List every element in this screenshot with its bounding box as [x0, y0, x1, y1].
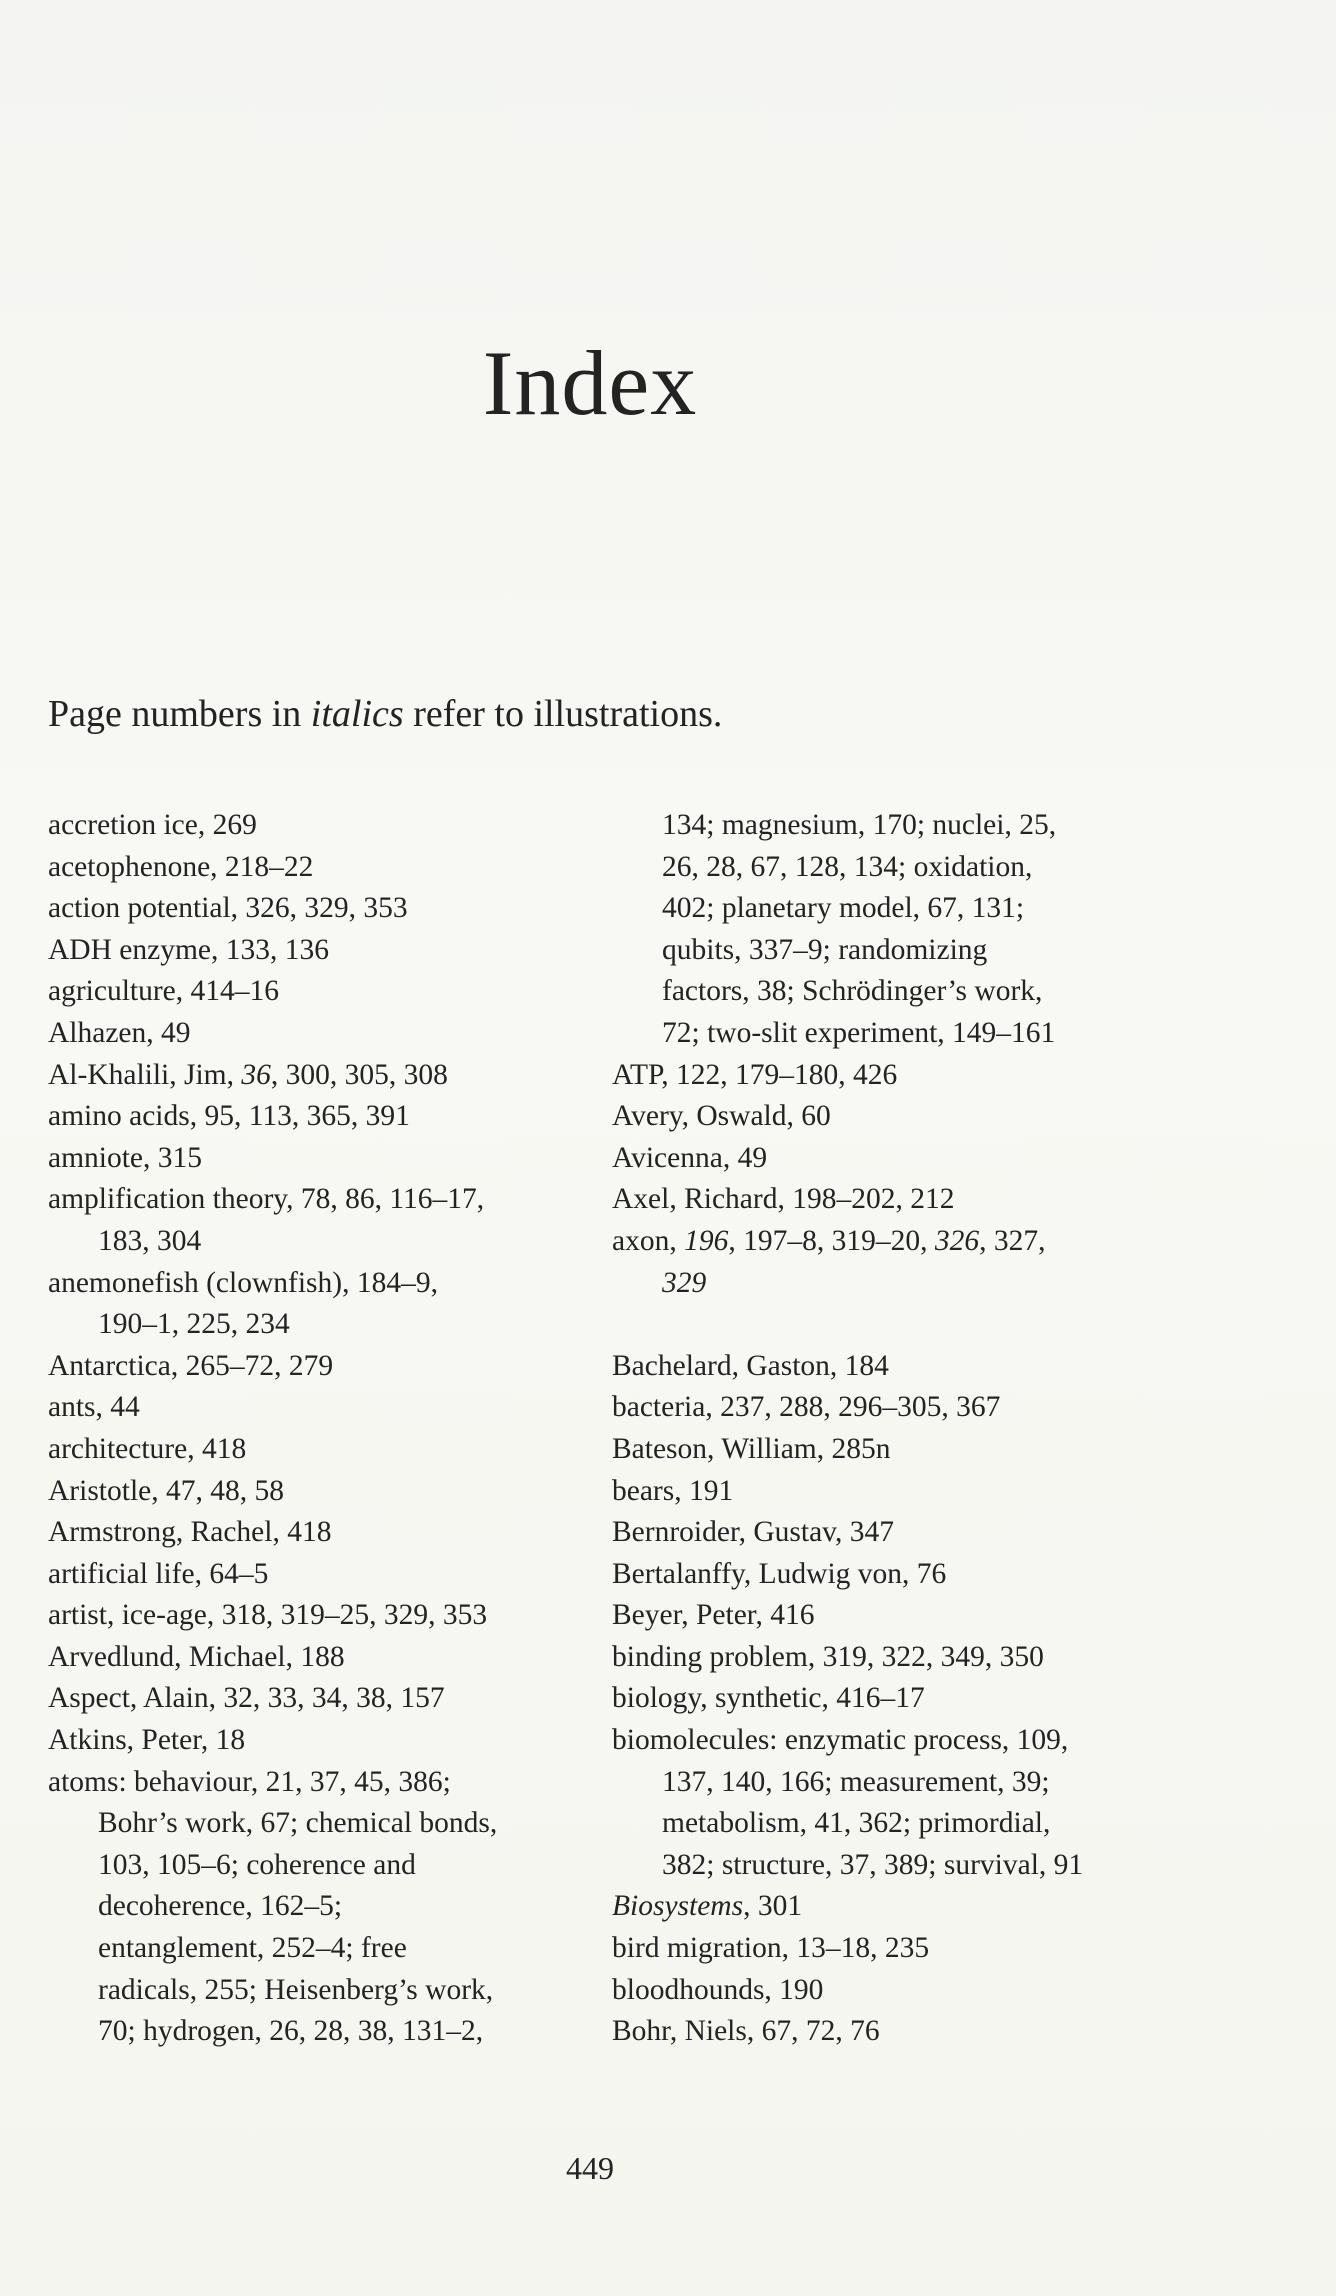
index-entry-line [48, 1803, 608, 1845]
index-entry-line [612, 1138, 1232, 1180]
index-entry-line [612, 1013, 1232, 1055]
entry-text: 137, 140, 166; measurement, 39; [662, 1765, 1050, 1798]
index-entry-line [48, 971, 608, 1013]
index-entry-line [612, 1595, 1232, 1637]
index-entry-line [612, 1886, 1232, 1928]
entry-text: agriculture, 414–16 [48, 975, 280, 1008]
entry-text: Aristotle, 47, 48, 58 [48, 1474, 284, 1507]
index-entry-line [48, 888, 608, 930]
entry-text: Bertalanffy, Ludwig von, 76 [612, 1557, 947, 1590]
entry-text: architecture, 418 [48, 1432, 247, 1465]
entry-text: Bernroider, Gustav, 347 [612, 1516, 895, 1549]
entry-text: amino acids, 95, 113, 365, 391 [48, 1100, 410, 1133]
italics-note [48, 692, 722, 736]
entry-text: anemonefish (clownfish), 184–9, [48, 1266, 438, 1299]
italic-page-ref: Biosystems [612, 1890, 744, 1923]
entry-text: Bohr’s work, 67; chemical bonds, [98, 1807, 498, 1840]
entry-text: Avicenna, 49 [612, 1141, 768, 1174]
index-entry-line [48, 1221, 608, 1263]
index-entry-line [48, 805, 608, 847]
entry-text: , 327, [979, 1224, 1046, 1257]
entry-text: binding problem, 319, 322, 349, 350 [612, 1640, 1044, 1673]
index-entry-line [48, 1886, 608, 1928]
index-entry-line [612, 1845, 1232, 1887]
index-entry-line [612, 1346, 1232, 1388]
entry-text: 72; two-slit experiment, 149–161 [662, 1016, 1056, 1049]
entry-text: Bohr, Niels, 67, 72, 76 [612, 2015, 880, 2048]
index-entry-line [612, 1554, 1232, 1596]
index-entry-line [612, 1387, 1232, 1429]
index-entry-line [612, 2011, 1232, 2053]
index-entry-line [612, 1928, 1232, 1970]
note-italic: italics [310, 693, 404, 735]
entry-text: 402; planetary model, 67, 131; [662, 892, 1025, 925]
index-entry-line [612, 971, 1232, 1013]
index-entry-line [48, 1554, 608, 1596]
index-entry-line [612, 888, 1232, 930]
entry-text: axon, [612, 1224, 685, 1257]
italic-page-ref: 326 [934, 1224, 980, 1257]
index-entry-line [48, 1055, 608, 1097]
entry-text: bacteria, 237, 288, 296–305, 367 [612, 1391, 1001, 1424]
index-entry-line [612, 847, 1232, 889]
entry-text: Beyer, Peter, 416 [612, 1599, 815, 1632]
index-entry-line [612, 1637, 1232, 1679]
entry-text: Armstrong, Rachel, 418 [48, 1516, 332, 1549]
italic-page-ref: 329 [662, 1266, 707, 1299]
index-entry-line [612, 1471, 1232, 1513]
index-entry-line [48, 1512, 608, 1554]
index-entry-line [612, 1720, 1232, 1762]
entry-text: entanglement, 252–4; free [98, 1932, 407, 1965]
index-entry-line [48, 1845, 608, 1887]
index-entry-line [48, 1637, 608, 1679]
page-number: 449 [566, 2150, 614, 2186]
index-entry-line [612, 1055, 1232, 1097]
entry-text: bears, 191 [612, 1474, 734, 1507]
entry-text: Antarctica, 265–72, 279 [48, 1349, 334, 1382]
entry-text: 183, 304 [98, 1224, 202, 1257]
entry-text: amplification theory, 78, 86, 116–17, [48, 1183, 485, 1216]
entry-text: ants, 44 [48, 1391, 140, 1424]
index-entry-line [48, 847, 608, 889]
entry-text: acetophenone, 218–22 [48, 850, 314, 883]
entry-text: 26, 28, 67, 128, 134; oxidation, [662, 850, 1033, 883]
entry-text: action potential, 326, 329, 353 [48, 892, 408, 925]
index-entry-line [48, 1429, 608, 1471]
index-entry-line [48, 1304, 608, 1346]
index-entry-line [48, 1263, 608, 1305]
index-entry-line [612, 805, 1232, 847]
index-entry-line [612, 1263, 1232, 1305]
entry-text: ATP, 122, 179–180, 426 [612, 1058, 898, 1091]
entry-text: 382; structure, 37, 389; survival, 91 [662, 1848, 1084, 1881]
index-entry-line [48, 1928, 608, 1970]
entry-text: Al-Khalili, Jim, [48, 1058, 242, 1091]
entry-text: Arvedlund, Michael, 188 [48, 1640, 345, 1673]
index-entry-line [48, 930, 608, 972]
entry-text: factors, 38; Schrödinger’s work, [662, 975, 1043, 1008]
entry-text: 190–1, 225, 234 [98, 1308, 290, 1341]
index-entry-line [48, 1096, 608, 1138]
index-entry-line [612, 1762, 1232, 1804]
entry-text: amniote, 315 [48, 1141, 203, 1174]
italic-page-ref: 196 [684, 1224, 729, 1257]
italic-page-ref: 36 [241, 1058, 271, 1091]
entry-text: 103, 105–6; coherence and [98, 1848, 416, 1881]
entry-text: bird migration, 13–18, 235 [612, 1932, 930, 1965]
entry-text: Alhazen, 49 [48, 1016, 191, 1049]
page-title: Index [482, 332, 698, 434]
entry-text: , 300, 305, 308 [270, 1058, 448, 1091]
entry-text: radicals, 255; Heisenberg’s work, [98, 1973, 494, 2006]
entry-text: Atkins, Peter, 18 [48, 1724, 246, 1757]
entry-text: ADH enzyme, 133, 136 [48, 933, 330, 966]
note-before: Page numbers in [48, 693, 311, 735]
entry-text: Bateson, William, 285n [612, 1432, 891, 1465]
entry-text: Aspect, Alain, 32, 33, 34, 38, 157 [48, 1682, 445, 1715]
index-entry-line [612, 1970, 1232, 2012]
index-entry-line [48, 1138, 608, 1180]
index-entry-line [48, 1179, 608, 1221]
entry-text: atoms: behaviour, 21, 37, 45, 386; [48, 1765, 451, 1798]
index-entry-line [612, 1678, 1232, 1720]
index-entry-line [48, 1387, 608, 1429]
entry-text: artificial life, 64–5 [48, 1557, 269, 1590]
entry-text: qubits, 337–9; randomizing [662, 933, 988, 966]
index-entry-line [612, 1429, 1232, 1471]
index-column-right [612, 805, 1232, 2053]
index-entry-line [612, 1512, 1232, 1554]
index-entry-line [48, 1595, 608, 1637]
index-entry-line [48, 1346, 608, 1388]
index-entry-line [48, 1013, 608, 1055]
index-entry-line [48, 1970, 608, 2012]
entry-text: decoherence, 162–5; [98, 1890, 343, 1923]
entry-text: biology, synthetic, 416–17 [612, 1682, 925, 1715]
entry-text: biomolecules: enzymatic process, 109, [612, 1724, 1069, 1757]
entry-text: 134; magnesium, 170; nuclei, 25, [662, 809, 1057, 841]
index-column-left [48, 805, 608, 2053]
entry-text: , 301 [743, 1890, 803, 1923]
blank-line [612, 1304, 1232, 1346]
index-entry-line [48, 1471, 608, 1513]
index-entry-line [48, 1720, 608, 1762]
entry-text: 70; hydrogen, 26, 28, 38, 131–2, [98, 2015, 484, 2048]
entry-text: bloodhounds, 190 [612, 1973, 824, 2006]
index-entry-line [612, 1221, 1232, 1263]
index-entry-line [48, 2011, 608, 2053]
index-entry-line [48, 1762, 608, 1804]
index-entry-line [48, 1678, 608, 1720]
index-entry-line [612, 1179, 1232, 1221]
entry-text: Axel, Richard, 198–202, 212 [612, 1183, 955, 1216]
entry-text: Bachelard, Gaston, 184 [612, 1349, 889, 1382]
entry-text: Avery, Oswald, 60 [612, 1100, 831, 1133]
entry-text: accretion ice, 269 [48, 809, 257, 841]
entry-text: , 197–8, 319–20, [728, 1224, 935, 1257]
index-entry-line [612, 1096, 1232, 1138]
entry-text: artist, ice-age, 318, 319–25, 329, 353 [48, 1599, 488, 1632]
index-entry-line [612, 930, 1232, 972]
entry-text: metabolism, 41, 362; primordial, [662, 1807, 1051, 1840]
index-entry-line [612, 1803, 1232, 1845]
note-after: refer to illustrations. [403, 693, 723, 735]
